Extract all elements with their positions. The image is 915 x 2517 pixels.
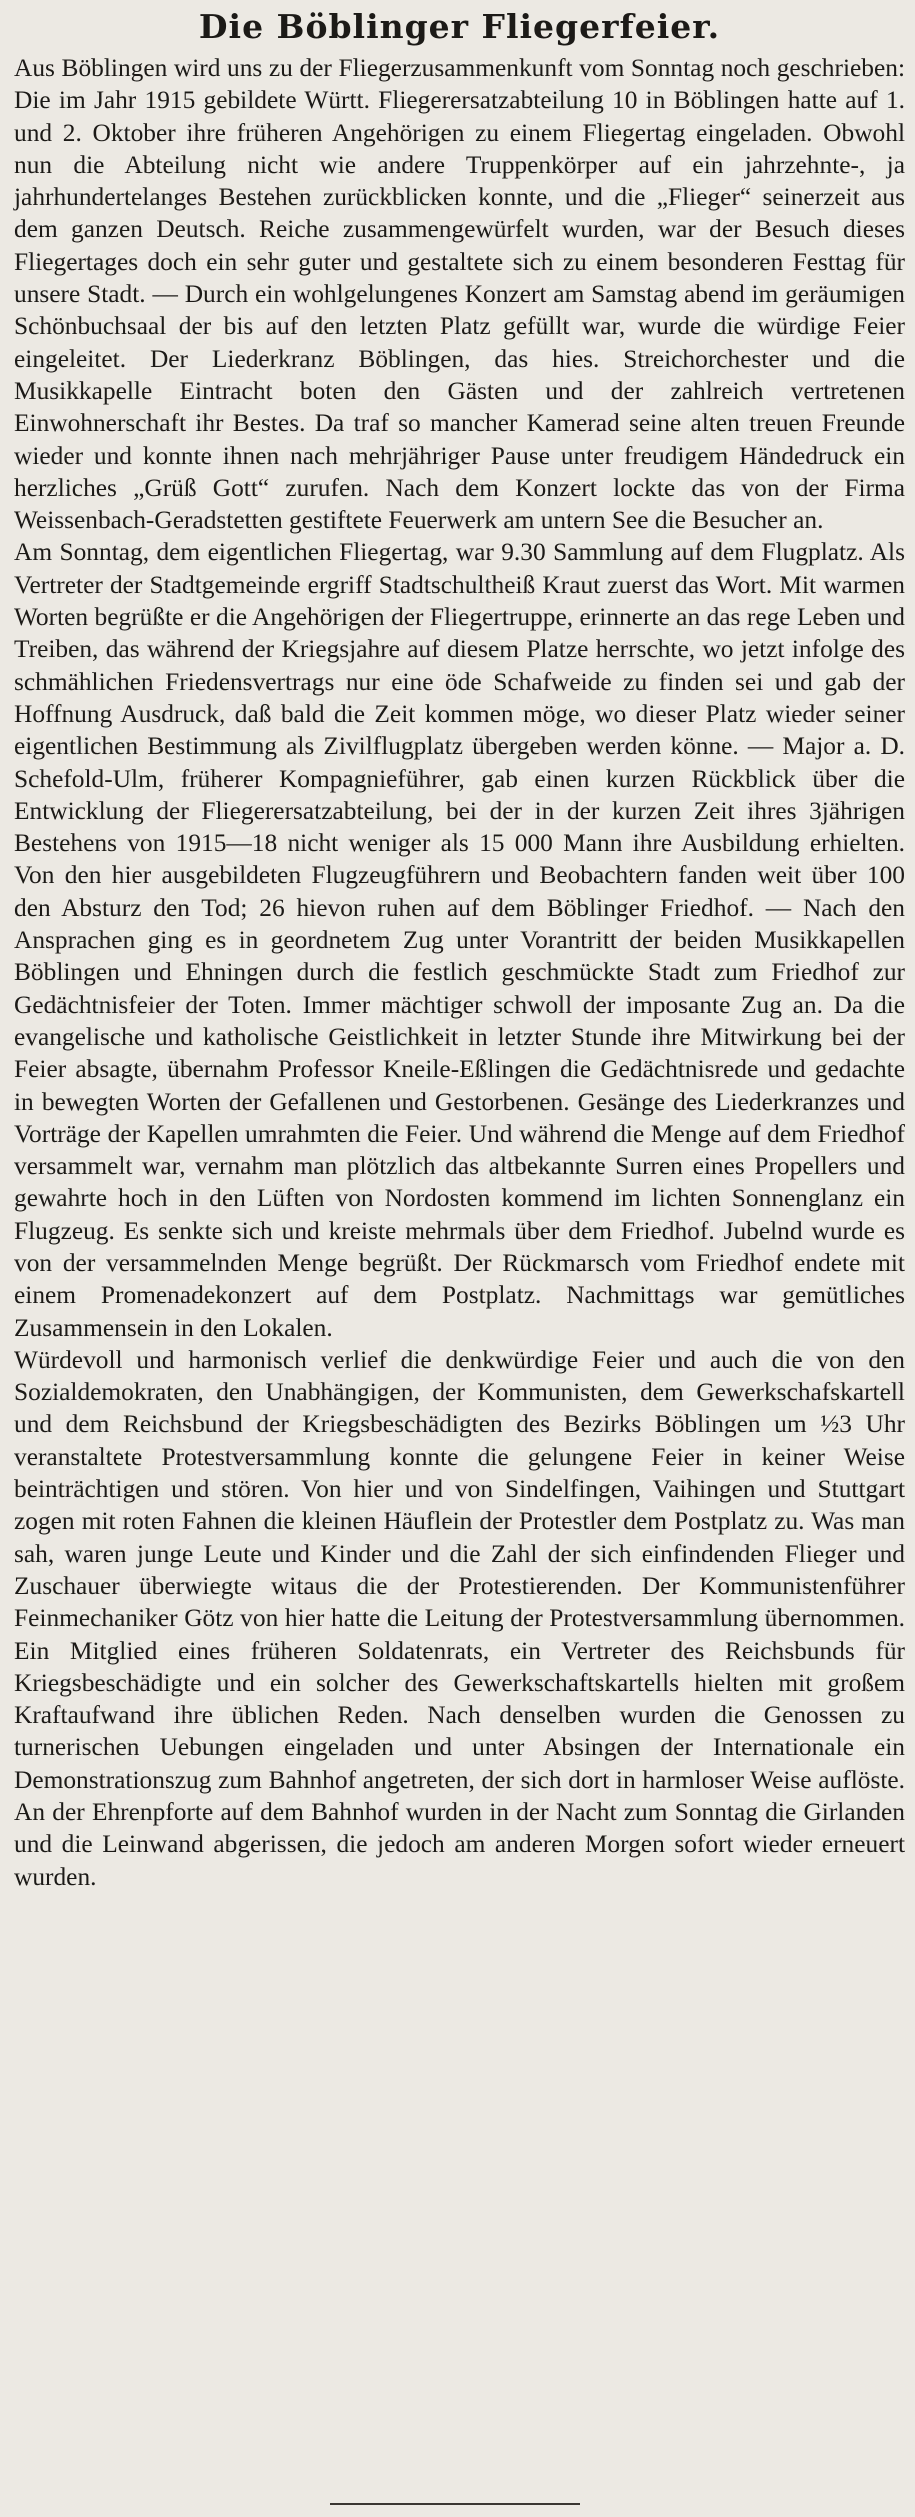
article-paragraph-2: Am Sonntag, dem eigentlichen Fliegertag, war 9.30 Sammlung auf dem Flugplatz. Als Vertreter der Stadtgemeinde ergriff Stadtschultheiß Kraut zuerst das Wort. Mit warmen Worten begrüßte er die Angehörigen der Fliegertruppe, erinnerte an das rege Leben und Treiben, das während der Kriegsjahre auf diesem Platze herrschte, wo jetzt infolge des schmählichen Friedensvertrags nur eine öde Schafweide zu finden sei und gab der Hoffnung Ausdruck, daß bald die Zeit kommen möge, wo dieser Platz wieder seiner eigentlichen Bestimmung als Zivilflugplatz übergeben werden könne. — Major a. D. Schefold-Ulm, früherer Kompagnieführer, gab einen kurzen Rückblick über die Entwicklung der Fliegerersatzabteilung, bei der in der kurzen Zeit ihres 3jährigen Bestehens von 1915—18 nicht weniger als 15 000 Mann ihre Ausbildung erhielten. Von den hier ausgebildeten Flugzeugführern und Beobachtern fanden weit über 100 den Absturz den Tod; 26 hievon ruhen auf dem Böblinger Friedhof. — Nach den Ansprachen ging es in geordnetem Zug unter Vorantritt der beiden Musikkapellen Böblingen und Ehningen durch die festlich geschmückte Stadt zum Friedhof zur Gedächtnisfeier der Toten. Immer mächtiger schwoll der imposante Zug an. Da die evangelische und katholische Geistlichkeit in letzter Stunde ihre Mitwirkung bei der Feier absagte, übernahm Professor Kneile-Eßlingen die Gedächtnisrede und gedachte in bewegten Worten der Gefallenen und Gestorbenen. Gesänge des Liederkranzes und Vorträge der Kapellen umrahmten die Feier. Und während die Menge auf dem Friedhof versammelt war, vernahm man plötzlich das altbekannte Surren eines Propellers und gewahrte hoch in den Lüften von Nordosten kommend im lichten Sonnenglanz ein Flugzeug. Es senkte sich und kreiste mehrmals über dem Friedhof. Jubelnd wurde es von der versammelnden Menge begrüßt. Der Rückmarsch vom Friedhof endete mit einem Promenadekonzert auf dem Postplatz. Nachmittags war gemütliches Zusammensein in den Lokalen.: [14, 538, 905, 1342]
article-body: [14, 52, 905, 1893]
article-paragraph-1: Aus Böblingen wird uns zu der Fliegerzusammenkunft vom Sonntag noch geschrieben: Die im Jahr 1915 gebildete Württ. Fliegerersatzabteilung 10 in Böblingen hatte auf 1. und 2. Oktober ihre früheren Angehörigen zu einem Fliegertag eingeladen. Obwohl nun die Abteilung nicht wie andere Truppenkörper auf ein jahrzehnte-, ja jahrhundertelanges Bestehen zurückblicken konnte, und die „Flieger“ seinerzeit aus dem ganzen Deutsch. Reiche zusammengewürfelt wurden, war der Besuch dieses Fliegertages doch ein sehr guter und gestaltete sich zu einem besonderen Festtag für unsere Stadt. — Durch ein wohlgelungenes Konzert am Samstag abend im geräumigen Schönbuchsaal der bis auf den letzten Platz gefüllt war, wurde die würdige Feier eingeleitet. Der Liederkranz Böblingen, das hies. Streichorchester und die Musikkapelle Eintracht boten den Gästen und der zahlreich vertretenen Einwohnerschaft ihr Bestes. Da traf so mancher Kamerad seine alten treuen Freunde wieder und konnte ihnen nach mehrjähriger Pause unter freudigem Händedruck ein herzliches „Grüß Gott“ zurufen. Nach dem Konzert lockte das von der Firma Weissenbach-Geradstetten gestiftete Feuerwerk am untern See die Besucher an.: [14, 54, 905, 535]
article-headline: Die Böblinger Fliegerfeier.: [198, 7, 721, 46]
article-paragraph-3: Würdevoll und harmonisch verlief die denkwürdige Feier und auch die von den Sozialdemokraten, den Unabhängigen, der Kommunisten, dem Gewerkschafskartell und dem Reichsbund der Kriegsbeschädigten des Bezirks Böblingen um ½3 Uhr veranstaltete Protestversammlung konnte die gelungene Feier in keiner Weise beinträchtigen und stören. Von hier und von Sindelfingen, Vaihingen und Stuttgart zogen mit roten Fahnen die kleinen Häuflein der Protestler dem Postplatz zu. Was man sah, waren junge Leute und Kinder und die Zahl der sich einfindenden Flieger und Zuschauer überwiegte witaus die der Protestierenden. Der Kommunistenführer Feinmechaniker Götz von hier hatte die Leitung der Protestversammlung übernommen. Ein Mitglied eines früheren Soldatenrats, ein Vertreter des Reichsbunds für Kriegsbeschädigte und ein solcher des Gewerkschaftskartells hielten mit großem Kraftaufwand ihre üblichen Reden. Nach denselben wurden die Genossen zu turnerischen Uebungen eingeladen und unter Absingen der Internationale ein Demonstrationszug zum Bahnhof angetreten, der sich dort in harmloser Weise auflöste. An der Ehrenpforte auf dem Bahnhof wurden in der Nacht zum Sonntag die Girlanden und die Leinwand abgerissen, die jedoch am anderen Morgen sofort wieder erneuert wurden.: [14, 1345, 905, 1891]
end-of-article-rule: [330, 2503, 580, 2505]
